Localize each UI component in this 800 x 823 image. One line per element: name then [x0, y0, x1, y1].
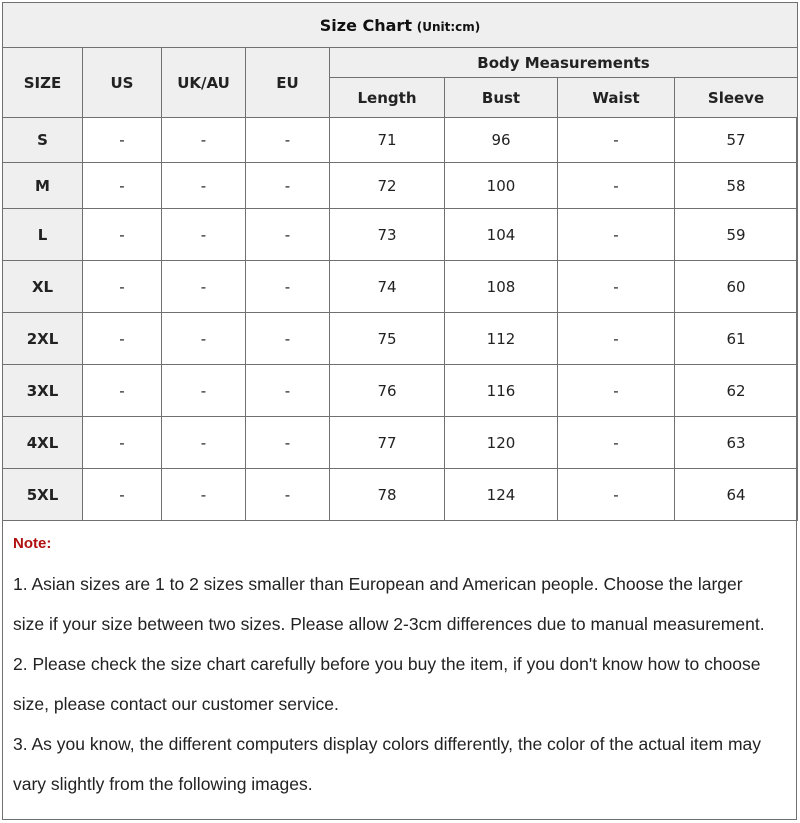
header-waist: Waist	[558, 78, 675, 118]
note-line: 3. As you know, the different computers display colors differently, the color of the actual item may	[13, 734, 762, 754]
cell-bust: 96	[445, 118, 558, 163]
cell-length: 72	[330, 163, 445, 209]
cell-size: 5XL	[3, 469, 83, 521]
cell-eu: -	[246, 209, 330, 261]
table-row	[3, 118, 798, 163]
note-line: size, please contact our customer service.	[13, 694, 339, 714]
cell-size: S	[3, 118, 83, 163]
header-sleeve: Sleeve	[675, 78, 798, 118]
cell-size: L	[3, 209, 83, 261]
cell-waist: -	[558, 163, 675, 209]
cell-us: -	[83, 417, 162, 469]
cell-size: M	[3, 163, 83, 209]
cell-bust: 120	[445, 417, 558, 469]
cell-length: 73	[330, 209, 445, 261]
chart-title-text: Size Chart	[319, 15, 412, 35]
cell-sleeve: 63	[675, 417, 798, 469]
cell-sleeve: 57	[675, 118, 798, 163]
cell-waist: -	[558, 261, 675, 313]
cell-eu: -	[246, 118, 330, 163]
header-size: SIZE	[3, 48, 83, 118]
note-line: vary slightly from the following images.	[13, 774, 313, 794]
chart-unit-text: (Unit:cm)	[416, 19, 481, 34]
size-chart-table	[2, 2, 798, 521]
cell-bust: 108	[445, 261, 558, 313]
cell-length: 74	[330, 261, 445, 313]
header-bust: Bust	[445, 78, 558, 118]
cell-us: -	[83, 163, 162, 209]
table-row	[3, 209, 798, 261]
cell-eu: -	[246, 417, 330, 469]
note-line: size if your size between two sizes. Please allow 2-3cm differences due to manual measurement.	[13, 614, 765, 634]
table-row	[3, 313, 798, 365]
cell-length: 77	[330, 417, 445, 469]
cell-sleeve: 61	[675, 313, 798, 365]
cell-ukau: -	[162, 313, 246, 365]
cell-ukau: -	[162, 163, 246, 209]
cell-us: -	[83, 209, 162, 261]
chart-title	[3, 3, 798, 48]
header-body-measurements: Body Measurements	[330, 48, 798, 78]
cell-ukau: -	[162, 469, 246, 521]
cell-us: -	[83, 365, 162, 417]
cell-eu: -	[246, 313, 330, 365]
header-length: Length	[330, 78, 445, 118]
cell-us: -	[83, 118, 162, 163]
cell-ukau: -	[162, 118, 246, 163]
cell-length: 78	[330, 469, 445, 521]
table-row	[3, 261, 798, 313]
size-rows	[3, 118, 798, 521]
notes-section	[13, 535, 788, 804]
header-eu: EU	[246, 48, 330, 118]
cell-eu: -	[246, 469, 330, 521]
cell-length: 71	[330, 118, 445, 163]
cell-waist: -	[558, 417, 675, 469]
cell-size: 3XL	[3, 365, 83, 417]
cell-us: -	[83, 469, 162, 521]
cell-length: 75	[330, 313, 445, 365]
header-ukau: UK/AU	[162, 48, 246, 118]
cell-size: 2XL	[3, 313, 83, 365]
note-line: 2. Please check the size chart carefully before you buy the item, if you don't know how to choose	[13, 654, 761, 674]
cell-bust: 124	[445, 469, 558, 521]
cell-waist: -	[558, 209, 675, 261]
cell-waist: -	[558, 313, 675, 365]
cell-bust: 116	[445, 365, 558, 417]
cell-size: XL	[3, 261, 83, 313]
cell-sleeve: 59	[675, 209, 798, 261]
table-row	[3, 163, 798, 209]
note-line: 1. Asian sizes are 1 to 2 sizes smaller than European and American people. Choose the larger	[13, 574, 743, 594]
cell-us: -	[83, 261, 162, 313]
header-us: US	[83, 48, 162, 118]
cell-ukau: -	[162, 209, 246, 261]
cell-eu: -	[246, 163, 330, 209]
cell-size: 4XL	[3, 417, 83, 469]
cell-bust: 104	[445, 209, 558, 261]
cell-waist: -	[558, 118, 675, 163]
cell-length: 76	[330, 365, 445, 417]
table-row	[3, 417, 798, 469]
cell-waist: -	[558, 365, 675, 417]
cell-eu: -	[246, 365, 330, 417]
cell-bust: 112	[445, 313, 558, 365]
cell-ukau: -	[162, 417, 246, 469]
cell-sleeve: 60	[675, 261, 798, 313]
cell-us: -	[83, 313, 162, 365]
cell-waist: -	[558, 469, 675, 521]
notes-lines	[13, 564, 788, 804]
cell-sleeve: 58	[675, 163, 798, 209]
table-row	[3, 365, 798, 417]
cell-ukau: -	[162, 261, 246, 313]
size-chart-sheet	[2, 2, 797, 820]
cell-bust: 100	[445, 163, 558, 209]
cell-sleeve: 64	[675, 469, 798, 521]
cell-sleeve: 62	[675, 365, 798, 417]
notes-title: Note:	[13, 535, 52, 552]
cell-ukau: -	[162, 365, 246, 417]
cell-eu: -	[246, 261, 330, 313]
table-row	[3, 469, 798, 521]
